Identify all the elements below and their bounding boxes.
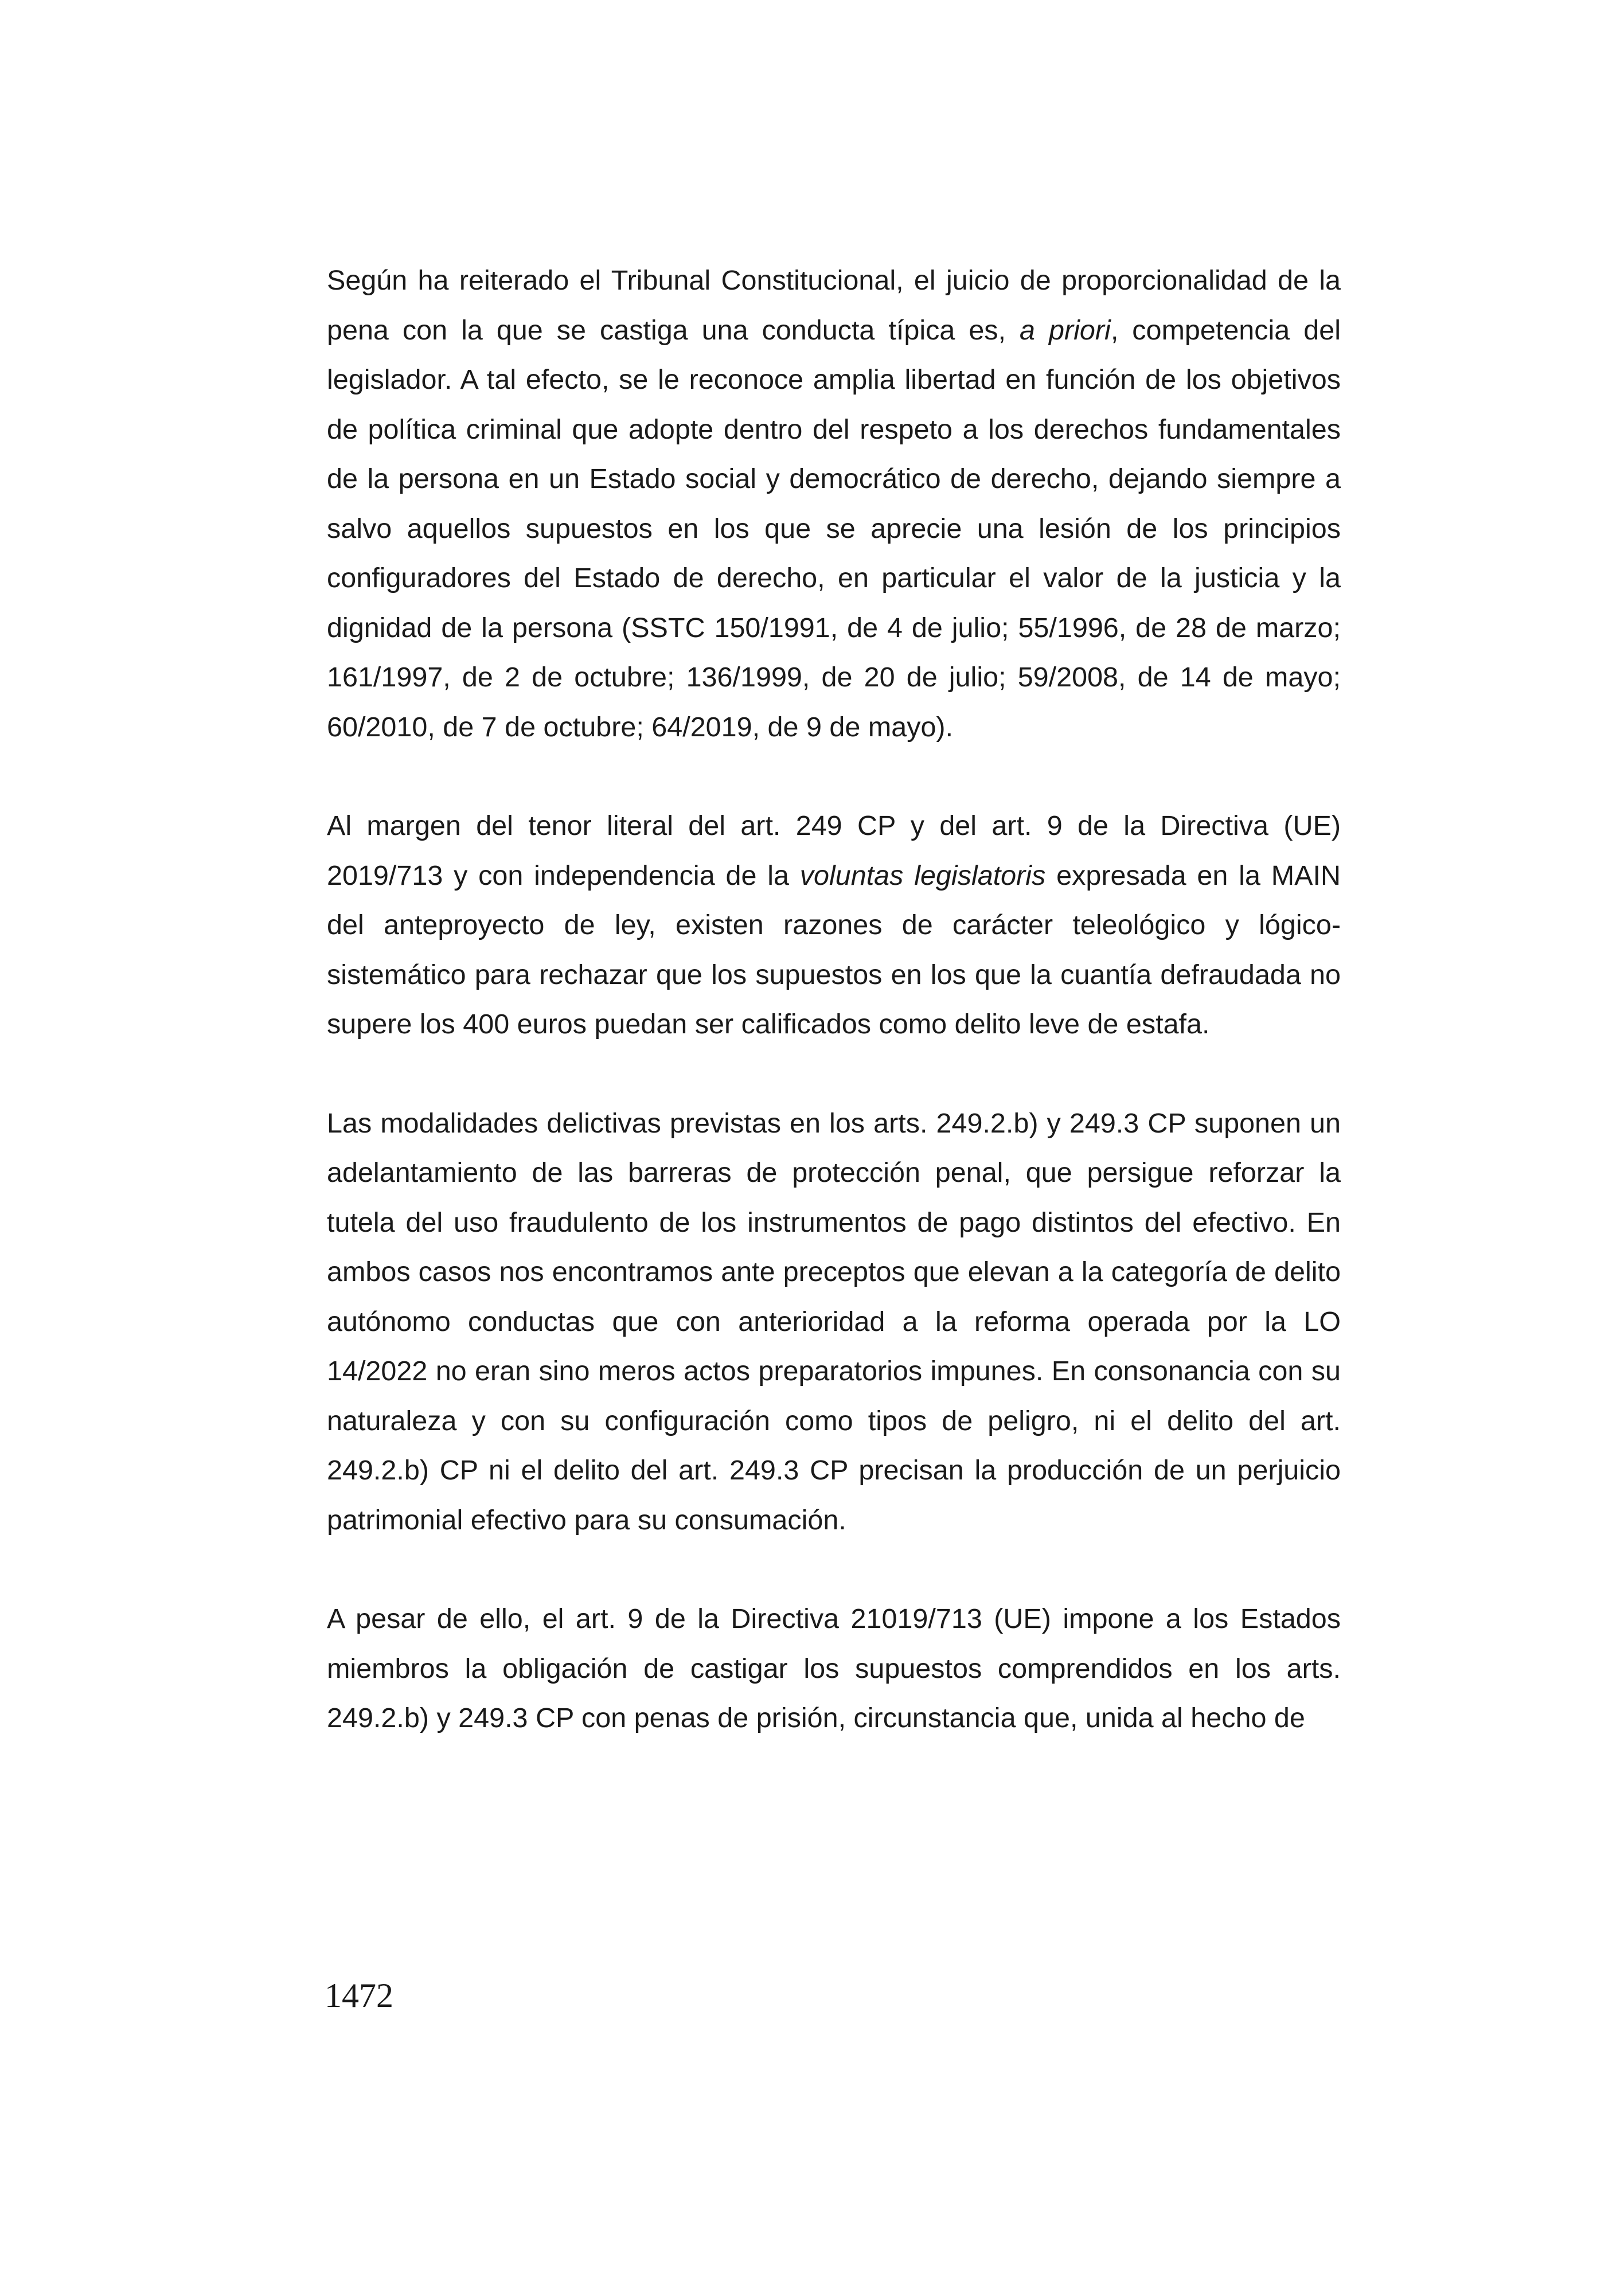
page-number: 1472 xyxy=(325,1977,393,2014)
paragraph-1-italic-term: a priori xyxy=(1020,314,1111,346)
document-body xyxy=(327,256,1341,1743)
paragraph-4-text-1: A pesar de ello, el art. 9 de la Directiva 21019/713 (UE) impone a los Estados miembros la obligación de castigar los supuestos comprendidos en los arts. 249.2.b) y 249.3 CP con penas de prisión, circunstancia que, unida al hecho de xyxy=(327,1603,1341,1733)
paragraph-3 xyxy=(327,1099,1341,1545)
paragraph-2-text-1: Al margen del tenor literal del art. 249 CP y del art. 9 de la Directiva (UE) 2019/713 y con independencia de la xyxy=(327,810,1341,891)
paragraph-1-text-2: , competencia del legislador. A tal efecto, se le reconoce amplia libertad en función de los objetivos de política criminal que adopte dentro del respeto a los derechos fundamentales de la persona en un Estado social y democrático de derecho, dejando siempre a salvo aquellos supuestos en los que se aprecie una lesión de los principios configuradores del Estado de derecho, en particular el valor de la justicia y la dignidad de la persona (SSTC 150/1991, de 4 de julio; 55/1996, de 28 de marzo; 161/1997, de 2 de octubre; 136/1999, de 20 de julio; 59/2008, de 14 de mayo; 60/2010, de 7 de octubre; 64/2019, de 9 de mayo). xyxy=(327,314,1341,743)
paragraph-2 xyxy=(327,801,1341,1049)
paragraph-3-text-1: Las modalidades delictivas previstas en los arts. 249.2.b) y 249.3 CP suponen un adelantamiento de las barreras de protección penal, que persigue reforzar la tutela del uso fraudulento de los instrumentos de pago distintos del efectivo. En ambos casos nos encontramos ante preceptos que elevan a la categoría de delito autónomo conductas que con anterioridad a la reforma operada por la LO 14/2022 no eran sino meros actos preparatorios impunes. En consonancia con su naturaleza y con su configuración como tipos de peligro, ni el delito del art. 249.2.b) CP ni el delito del art. 249.3 CP precisan la producción de un perjuicio patrimonial efectivo para su consumación. xyxy=(327,1107,1341,1536)
paragraph-4 xyxy=(327,1594,1341,1743)
paragraph-2-italic-term: voluntas legislatoris xyxy=(799,860,1046,891)
paragraph-1-text-1: Según ha reiterado el Tribunal Constitucional, el juicio de proporcionalidad de la pena con la que se castiga una conducta típica es, xyxy=(327,265,1341,346)
paragraph-2-text-2: expresada en la MAIN del anteproyecto de ley, existen razones de carácter teleológico y lógico-sistemático para rechazar que los supuestos en los que la cuantía defraudada no supere los 400 euros puedan ser calificados como delito leve de estafa. xyxy=(327,860,1341,1040)
paragraph-1 xyxy=(327,256,1341,752)
